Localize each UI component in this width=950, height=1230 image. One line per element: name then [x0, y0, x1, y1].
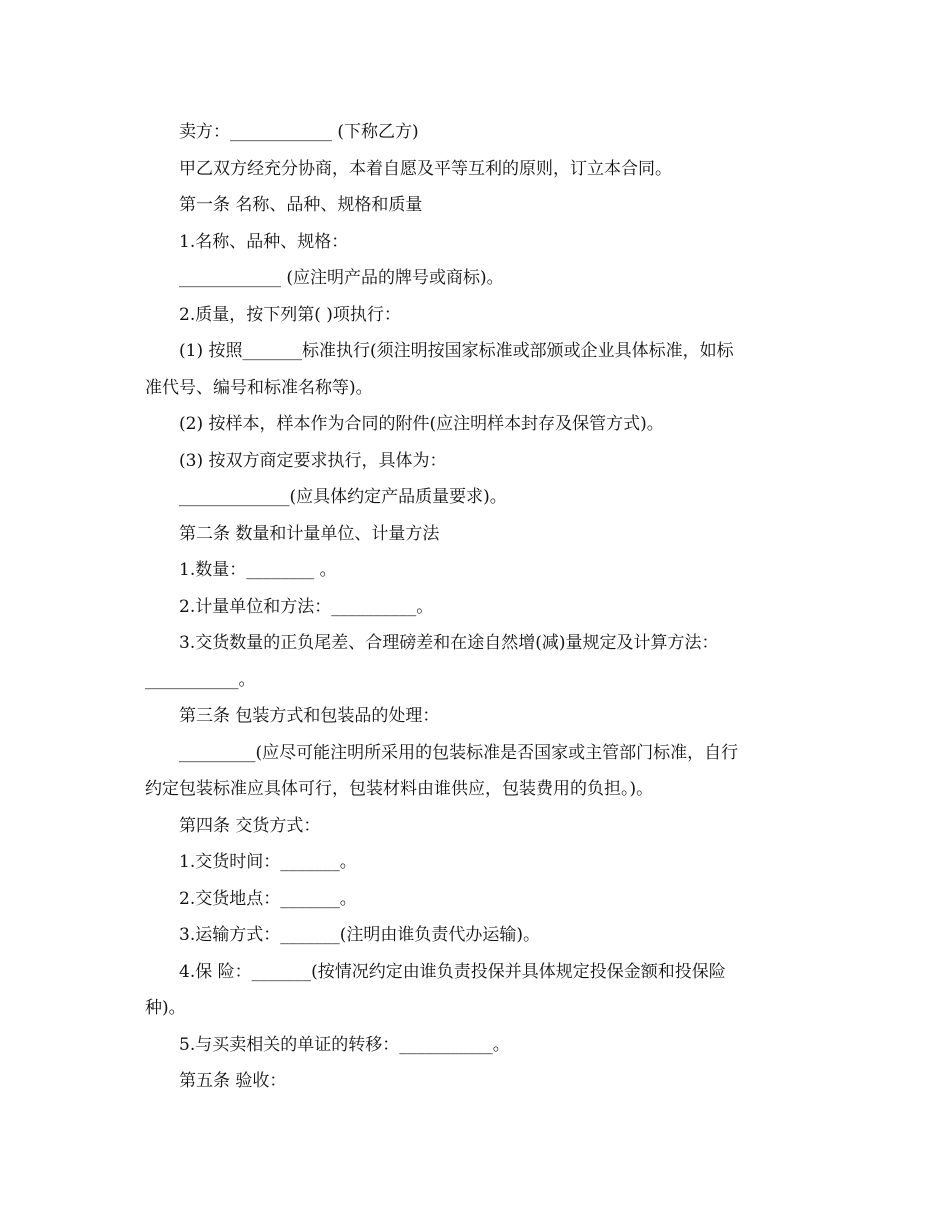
article-1-item-2: 2.质量，按下列第( )项执行：: [179, 304, 401, 325]
quality-option-3-blank: _____________(应具体约定产品质量要求)。: [179, 487, 507, 507]
seller-line: 卖方：____________ (下称乙方): [179, 122, 419, 142]
article-4-heading: 第四条 交货方式：: [179, 815, 321, 836]
article-4-item-3: 3.运输方式：_______(注明由谁负责代办运输)。: [179, 925, 540, 945]
article-5-heading: 第五条 验收：: [179, 1071, 287, 1091]
article-4-item-1: 1.交货时间：_______。: [179, 852, 357, 872]
quality-option-2: (2) 按样本，样本作为合同的附件(应注明样本封存及保管方式)。: [179, 414, 664, 434]
article-4-item-2: 2.交货地点：_______。: [179, 888, 357, 909]
quality-option-1: (1) 按照_______标准执行(须注明按国家标准或部颁或企业具体标准，如标: [179, 341, 734, 361]
preamble-line: 甲乙双方经充分协商，本着自愿及平等互利的原则，订立本合同。: [179, 158, 672, 179]
article-1-item-1-blank: ____________ (应注明产品的牌号或商标)。: [179, 268, 504, 288]
article-3-body: _________(应尽可能注明所采用的包装标准是否国家或主管部门标准，自行: [179, 742, 739, 763]
article-4-item-5: 5.与买卖相关的单证的转移：___________。: [179, 1034, 510, 1055]
article-3-heading: 第三条 包装方式和包装品的处理：: [179, 706, 440, 726]
quality-option-3: (3) 按双方商定要求执行，具体为：: [179, 450, 447, 471]
article-1-item-1: 1.名称、品种、规格：: [179, 231, 349, 252]
quality-option-1-cont: 准代号、编号和标准名称等)。: [145, 377, 373, 398]
article-2-item-2: 2.计量单位和方法：__________。: [179, 596, 434, 617]
article-2-item-3-blank: ___________。: [145, 669, 256, 690]
article-2-heading: 第二条 数量和计量单位、计量方法: [179, 523, 440, 544]
contract-body: [145, 114, 805, 1100]
article-2-item-1: 1.数量：________ 。: [179, 560, 337, 580]
article-4-item-4-cont: 种)。: [145, 998, 186, 1018]
article-1-heading: 第一条 名称、品种、规格和质量: [179, 195, 423, 215]
article-2-item-3: 3.交货数量的正负尾差、合理磅差和在途自然增(减)量规定及计算方法：: [179, 633, 719, 653]
article-3-body-cont: 约定包装标准应具体可行，包装材料由谁供应，包装费用的负担。)。: [145, 779, 654, 799]
article-4-item-4: 4.保 险：_______(按情况约定由谁负责投保并具体规定投保金额和投保险: [179, 961, 726, 982]
